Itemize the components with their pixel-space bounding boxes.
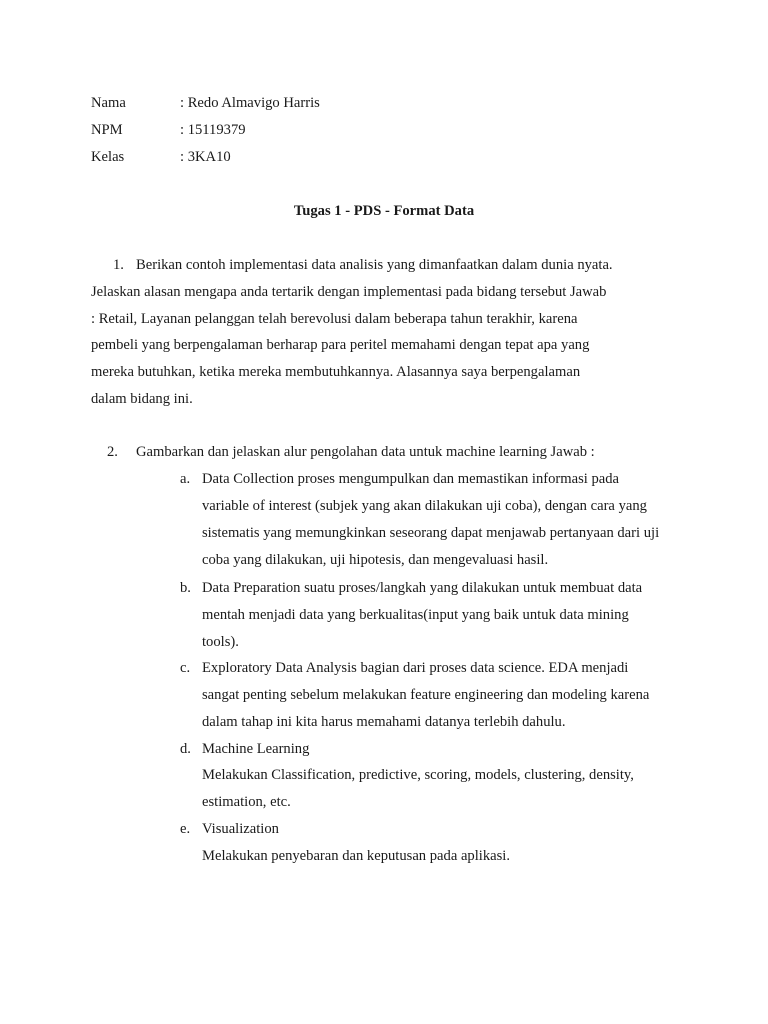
list-item-c-line: dalam tahap ini kita harus memahami datanya terlebih dahulu.	[202, 714, 566, 730]
question-1-number: 1.	[113, 257, 124, 273]
npm-label: NPM	[91, 122, 123, 138]
list-item-d-line: Machine Learning	[202, 741, 310, 757]
npm-value: : 15119379	[180, 122, 246, 138]
list-marker-e: e.	[180, 821, 191, 837]
list-marker-a: a.	[180, 471, 191, 487]
list-item-b-line: tools).	[202, 634, 239, 650]
list-item-d-line: Melakukan Classification, predictive, scoring, models, clustering, density,	[202, 767, 634, 783]
question-1-line: pembeli yang berpengalaman berharap para peritel memahami dengan tepat apa yang	[91, 337, 590, 353]
question-1-line: Jelaskan alasan mengapa anda tertarik dengan implementasi pada bidang tersebut Jawab	[91, 284, 607, 300]
name-value: : Redo Almavigo Harris	[180, 95, 320, 111]
list-marker-c: c.	[180, 660, 191, 676]
question-2-text: Gambarkan dan jelaskan alur pengolahan data untuk machine learning Jawab :	[136, 444, 595, 460]
class-value: : 3KA10	[180, 149, 231, 165]
name-label: Nama	[91, 95, 126, 111]
list-item-c-line: Exploratory Data Analysis bagian dari proses data science. EDA menjadi	[202, 660, 629, 676]
list-marker-b: b.	[180, 580, 191, 596]
list-item-a-line: sistematis yang memungkinkan seseorang dapat menjawab pertanyaan dari uji	[202, 525, 660, 541]
question-1-line: dalam bidang ini.	[91, 391, 193, 407]
question-1-line: mereka butuhkan, ketika mereka membutuhkannya. Alasannya saya berpengalaman	[91, 364, 581, 380]
document-title: Tugas 1 - PDS - Format Data	[293, 203, 475, 219]
list-item-d-line: estimation, etc.	[202, 794, 291, 810]
list-marker-d: d.	[180, 741, 191, 757]
list-item-a-line: Data Collection proses mengumpulkan dan memastikan informasi pada	[202, 471, 620, 487]
question-1-first-line: Berikan contoh implementasi data analisis yang dimanfaatkan dalam dunia nyata.	[136, 257, 613, 273]
list-item-e-line: Melakukan penyebaran dan keputusan pada aplikasi.	[202, 848, 510, 864]
question-2-number: 2.	[107, 444, 118, 460]
list-item-b-line: Data Preparation suatu proses/langkah yang dilakukan untuk membuat data	[202, 580, 643, 596]
list-item-c-line: sangat penting sebelum melakukan feature engineering dan modeling karena	[202, 687, 650, 703]
question-1-line: : Retail, Layanan pelanggan telah berevolusi dalam beberapa tahun terakhir, karena	[91, 311, 578, 327]
list-item-b-line: mentah menjadi data yang berkualitas(input yang baik untuk data mining	[202, 607, 629, 623]
list-item-a-line: variable of interest (subjek yang akan dilakukan uji coba), dengan cara yang	[202, 498, 647, 514]
list-item-e-line: Visualization	[202, 821, 279, 837]
list-item-a-line: coba yang dilakukan, uji hipotesis, dan mengevaluasi hasil.	[202, 552, 549, 568]
class-label: Kelas	[91, 149, 125, 165]
